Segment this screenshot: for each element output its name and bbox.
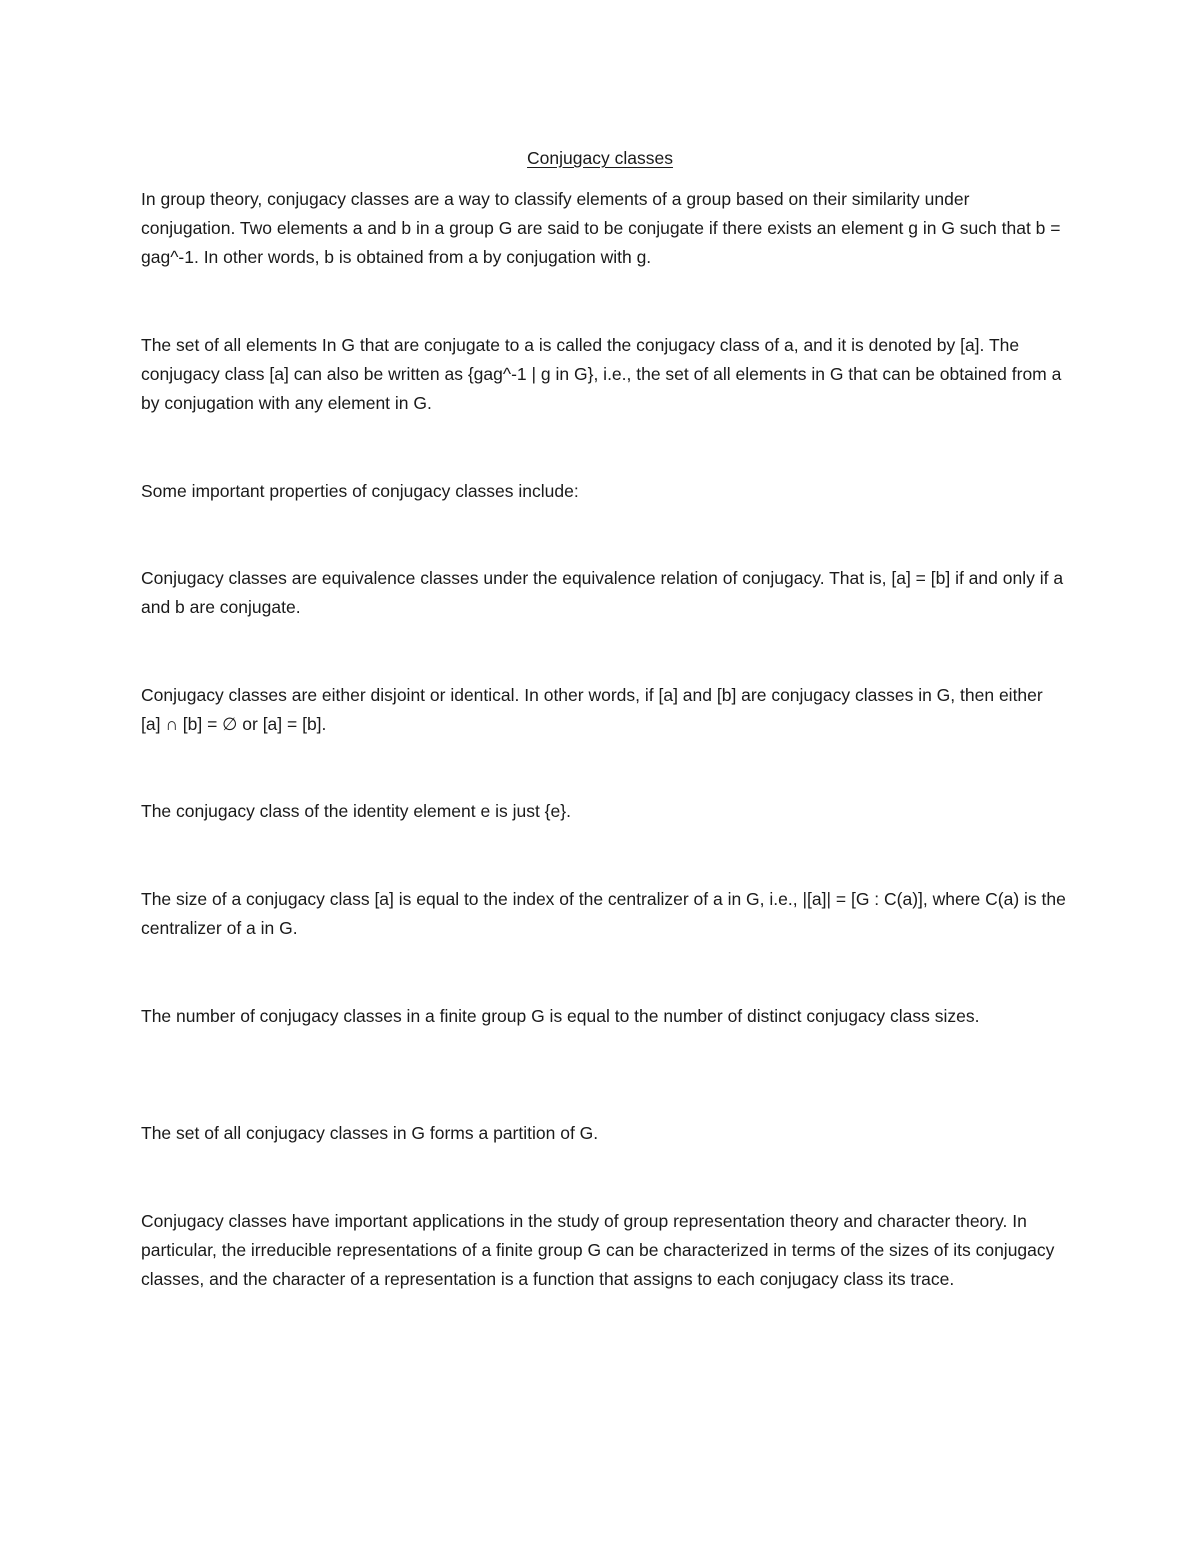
paragraph-disjoint-or-identical: Conjugacy classes are either disjoint or identical. In other words, if [a] and [b] are conjugacy classes in G, then either [a] ∩ [b] = ∅ or [a] = [b]. xyxy=(141,685,1043,734)
paragraph-applications: Conjugacy classes have important applications in the study of group representation theory and character theory. In particular, the irreducible representations of a finite group G can be characterized in terms of the sizes of its conjugacy classes, and the character of a representation is a function that assigns to each conjugacy class its trace. xyxy=(141,1211,1055,1289)
paragraph-identity-class: The conjugacy class of the identity element e is just {e}. xyxy=(141,801,571,821)
paragraph-number-of-classes: The number of conjugacy classes in a finite group G is equal to the number of distinct conjugacy class sizes. xyxy=(141,1006,980,1026)
document-title: Conjugacy classes xyxy=(527,148,673,168)
paragraph-conjugacy-class-definition: The set of all elements In G that are conjugate to a is called the conjugacy class of a, and it is denoted by [a]. The conjugacy class [a] can also be written as {gag^-1 | g in G}, i.e., the set of all elements in G that can be obtained from a by conjugation with any element in G. xyxy=(141,335,1062,413)
paragraph-partition: The set of all conjugacy classes in G forms a partition of G. xyxy=(141,1123,599,1143)
paragraph-properties-heading: Some important properties of conjugacy classes include: xyxy=(141,481,579,501)
paragraph-equivalence-classes: Conjugacy classes are equivalence classes under the equivalence relation of conjugacy. That is, [a] = [b] if and only if a and b are conjugate. xyxy=(141,568,1064,617)
paragraph-class-size: The size of a conjugacy class [a] is equal to the index of the centralizer of a in G, i.e., |[a]| = [G : C(a)], where C(a) is the centralizer of a in G. xyxy=(141,889,1066,938)
paragraph-intro: In group theory, conjugacy classes are a way to classify elements of a group based on their similarity under conjugation. Two elements a and b in a group G are said to be conjugate if there exists an element g in G such that b = gag^-1. In other words, b is obtained from a by conjugation with g. xyxy=(141,189,1061,267)
